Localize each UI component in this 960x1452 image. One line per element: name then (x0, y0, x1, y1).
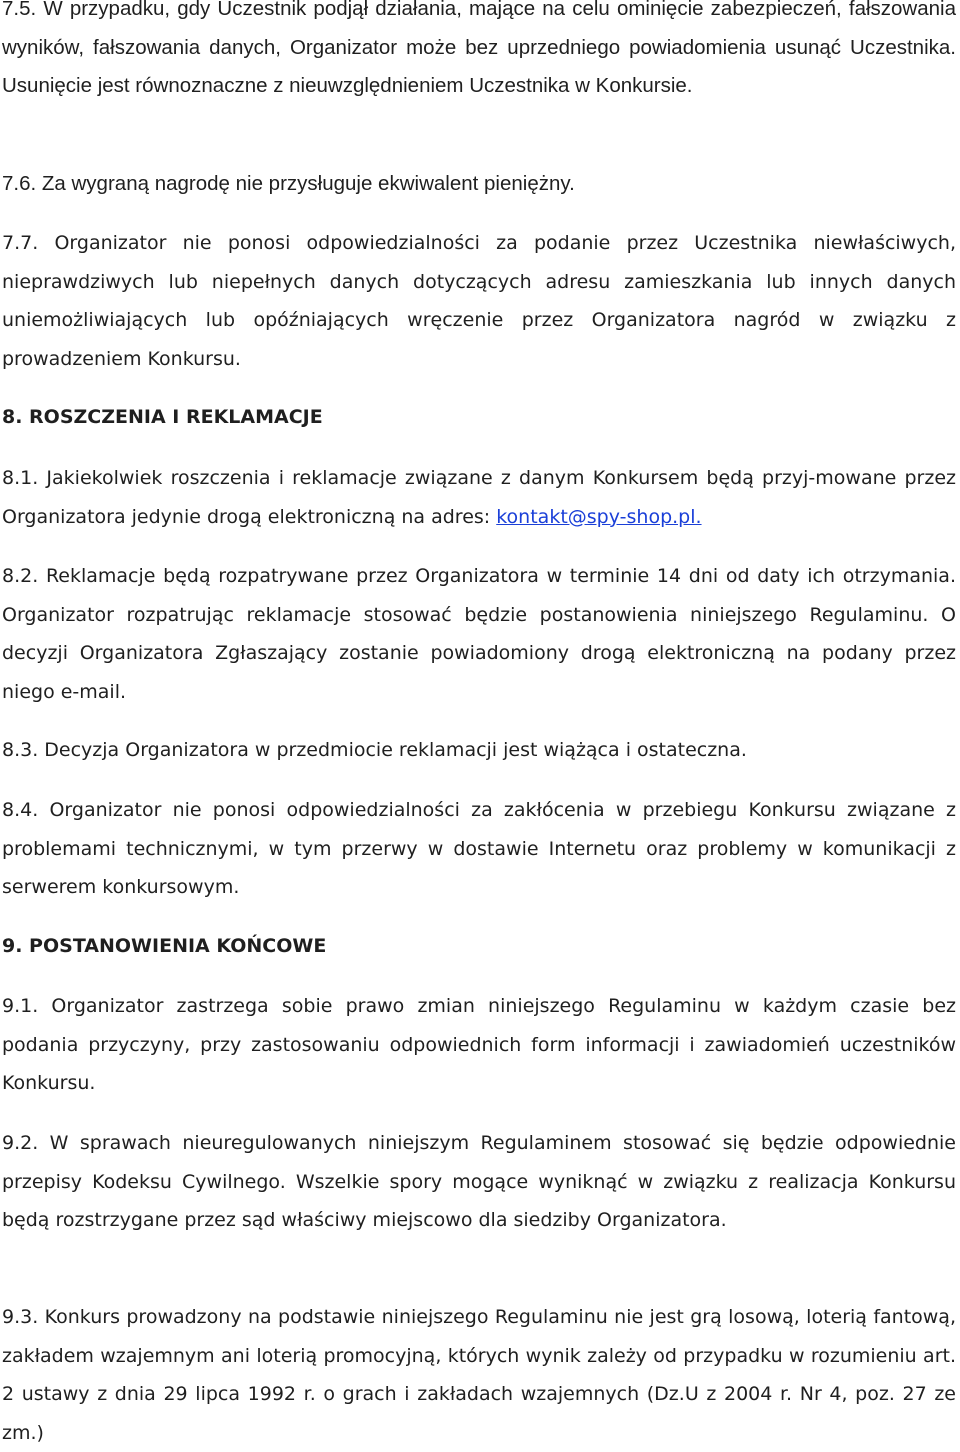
paragraph-9-2: 9.2. W sprawach nieuregulowanych niniejszym Regulaminem stosować się będzie odpowiednie przepisy Kodeksu Cywilnego. Wszelkie spory mogące wyniknąć w związku z realizacja Konkursu będą rozstrzygane przez sąd właściwy miejscowo dla siedziby Organizatora. (2, 1132, 956, 1231)
paragraph-8-3: 8.3. Decyzja Organizatora w przedmiocie reklamacji jest wiążąca i ostateczna. (2, 739, 747, 761)
paragraph-7-7: 7.7. Organizator nie ponosi odpowiedzialności za podanie przez Uczestnika niewłaściwych, nieprawdziwych lub niepełnych danych dotyczących adresu zamieszkania lub innych danych uniemożliwiających lub opóźniających wręczenie przez Organizatora nagród w związku z prowadzeniem Konkursu. (2, 232, 956, 370)
paragraph-8-4: 8.4. Organizator nie ponosi odpowiedzialności za zakłócenia w przebiegu Konkursu związane z problemami technicznymi, w tym przerwy w dostawie Internetu oraz problemy w komunikacji z serwerem konkursowym. (2, 799, 956, 898)
paragraph-7-5: 7.5. W przypadku, gdy Uczestnik podjął działania, mające na celu ominięcie zabezpieczeń, fałszowania wyników, fałszowania danych, Organizator może bez uprzedniego powiadomienia usunąć Uczestnika. Usunięcie jest równoznaczne z nieuwzględnieniem Uczestnika w Konkursie. (2, 0, 956, 97)
paragraph-8-1 (2, 459, 956, 536)
paragraph-8-1-text: 8.1. Jakiekolwiek roszczenia i reklamacje związane z danym Konkursem będą przyj-mowane przez Organizatora jedynie drogą elektroniczną na adres: (2, 467, 956, 528)
section-heading-8: 8. ROSZCZENIA I REKLAMACJE (2, 406, 323, 428)
paragraph-7-6: 7.6. Za wygraną nagrodę nie przysługuje ekwiwalent pieniężny. (2, 172, 575, 195)
paragraph-9-3: 9.3. Konkurs prowadzony na podstawie niniejszego Regulaminu nie jest grą losową, loterią fantową, zakładem wzajemnym ani loterią promocyjną, których wynik zależy od przypadku w rozumieniu art. 2 ustawy z dnia 29 lipca 1992 r. o grach i zakładach wzajemnych (Dz.U z 2004 r. Nr 4, poz. 27 ze zm.) (2, 1306, 956, 1444)
paragraph-8-2: 8.2. Reklamacje będą rozpatrywane przez Organizatora w terminie 14 dni od daty ich otrzymania. Organizator rozpatrując reklamacje stosować będzie postanowienia niniejszego Regulaminu. O decyzji Organizatora Zgłaszający zostanie powiadomiony drogą elektroniczną na podany przez niego e-mail. (2, 565, 956, 703)
section-heading-9: 9. POSTANOWIENIA KOŃCOWE (2, 935, 327, 957)
paragraph-9-1: 9.1. Organizator zastrzega sobie prawo zmian niniejszego Regulaminu w każdym czasie bez podania przyczyny, przy zastosowaniu odpowiednich form informacji i zawiadomień uczestników Konkursu. (2, 995, 956, 1094)
contact-email-link[interactable]: kontakt@spy-shop.pl. (496, 505, 702, 528)
